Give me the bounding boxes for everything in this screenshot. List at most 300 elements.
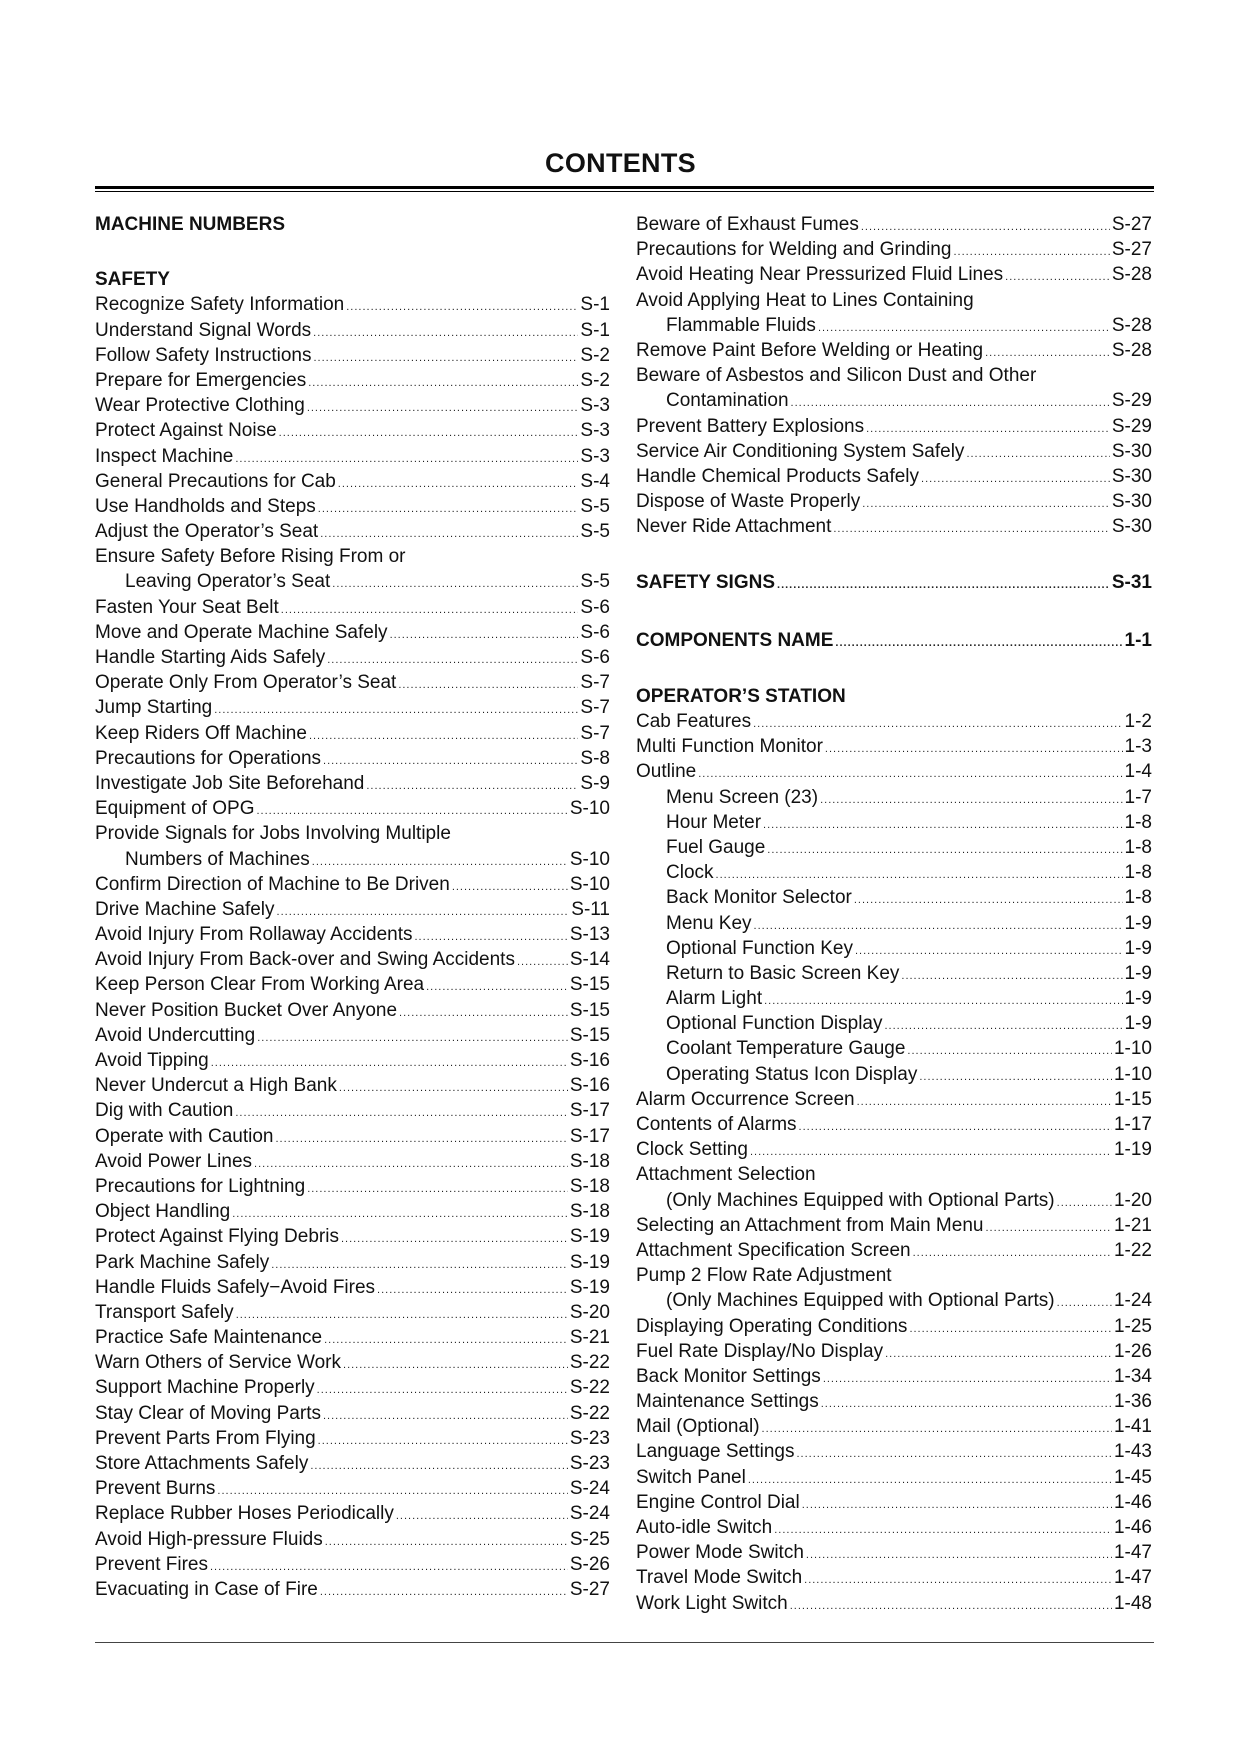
- toc-entry-page: 1-47: [1113, 1567, 1152, 1589]
- toc-entry-page: 1-9: [1124, 988, 1152, 1010]
- toc-entry[interactable]: [95, 922, 610, 947]
- toc-entry[interactable]: [95, 771, 610, 796]
- toc-entry-title: Equipment of OPG: [95, 798, 255, 820]
- toc-entry-title: Pump 2 Flow Rate Adjustment: [636, 1265, 892, 1287]
- toc-entry-page: 1-8: [1124, 887, 1152, 909]
- toc-entry-page: S-27: [1111, 239, 1152, 261]
- toc-entry-page: S-14: [569, 949, 610, 971]
- toc-entry-title: Beware of Exhaust Fumes: [636, 214, 859, 235]
- toc-entry[interactable]: [636, 1087, 1152, 1112]
- toc-entry-title: Alarm Light: [666, 988, 763, 1010]
- toc-entry-page: S-24: [569, 1503, 610, 1525]
- toc-entry-page: S-30: [1111, 516, 1152, 538]
- toc-entry[interactable]: [636, 709, 1152, 734]
- toc-entry[interactable]: [636, 1263, 1152, 1288]
- toc-entry-title: Use Handholds and Steps: [95, 495, 316, 517]
- toc-entry-title: Keep Riders Off Machine: [95, 722, 307, 744]
- toc-entry[interactable]: [636, 262, 1152, 287]
- toc-entry-title: Handle Fluids Safely−Avoid Fires: [95, 1276, 376, 1298]
- toc-entry-title: Maintenance Settings: [636, 1391, 819, 1413]
- toc-entry-title: Keep Person Clear From Working Area: [95, 974, 425, 996]
- toc-entry-page: S-19: [569, 1251, 610, 1273]
- toc-entry-title: Handle Starting Aids Safely: [95, 647, 326, 668]
- toc-entry-title: Inspect Machine: [95, 445, 234, 467]
- toc-entry-title: Multi Function Monitor: [636, 736, 823, 758]
- toc-entry-page: S-7: [580, 722, 610, 744]
- toc-entry-page: 1-21: [1113, 1214, 1152, 1236]
- toc-entry-title: Operate with Caution: [95, 1125, 274, 1147]
- toc-entry-page: S-28: [1111, 339, 1152, 361]
- toc-entry[interactable]: [95, 1149, 610, 1174]
- toc-entry-title: Avoid Undercutting: [95, 1024, 256, 1046]
- toc-entry-page: S-3: [580, 445, 610, 467]
- toc-entry-title: Fuel Gauge: [666, 836, 766, 858]
- toc-entry[interactable]: [636, 1565, 1152, 1590]
- toc-entry[interactable]: [636, 1238, 1152, 1263]
- toc-entry-page: S-15: [569, 974, 610, 996]
- toc-entry[interactable]: [95, 620, 610, 645]
- toc-entry[interactable]: [95, 1300, 610, 1325]
- toc-entry-title: Attachment Specification Screen: [636, 1239, 911, 1261]
- toc-entry-title: Never Ride Attachment: [636, 516, 832, 538]
- toc-entry-page: S-5: [580, 495, 610, 517]
- toc-entry[interactable]: [95, 1325, 610, 1350]
- toc-entry-page: 1-48: [1113, 1592, 1152, 1614]
- toc-entry-page: S-13: [569, 924, 610, 946]
- toc-entry[interactable]: [95, 1275, 610, 1300]
- toc-entry[interactable]: [95, 972, 610, 997]
- toc-entry-title: Prevent Battery Explosions: [636, 415, 865, 437]
- toc-entry-page: S-23: [569, 1453, 610, 1474]
- dot-leader: [320, 1580, 568, 1605]
- toc-entry[interactable]: [636, 1213, 1152, 1238]
- toc-entry-title: General Precautions for Cab: [95, 470, 336, 492]
- toc-entry-title: Replace Rubber Hoses Periodically: [95, 1503, 394, 1525]
- toc-entry-title: (Only Machines Equipped with Optional Parts): [666, 1189, 1055, 1211]
- operators-station-entry-list: [636, 709, 1152, 1616]
- toc-entry-title: Operate Only From Operator’s Seat: [95, 672, 397, 694]
- toc-entry-page: S-17: [569, 1125, 610, 1147]
- toc-entry[interactable]: [636, 464, 1152, 489]
- toc-entry-title: Leaving Operator’s Seat: [125, 571, 331, 593]
- toc-entry-title: Menu Screen (23): [666, 786, 819, 808]
- toc-entry-page: S-18: [569, 1175, 610, 1197]
- toc-entry-title: Avoid Tipping: [95, 1050, 209, 1071]
- toc-entry-page: S-11: [571, 898, 610, 920]
- toc-entry-page: 1-7: [1124, 786, 1152, 808]
- toc-entry[interactable]: [95, 595, 610, 620]
- section-heading-machine-numbers[interactable]: MACHINE NUMBERS: [95, 214, 285, 235]
- toc-entry[interactable]: [636, 388, 1152, 413]
- toc-entry-page: S-9: [580, 772, 610, 794]
- toc-entry-page: S-19: [569, 1276, 610, 1298]
- toc-entry-page: S-15: [569, 999, 610, 1021]
- toc-entry-page: S-7: [580, 697, 610, 719]
- toc-entry-page: S-5: [580, 571, 610, 593]
- toc-entry-title: Travel Mode Switch: [636, 1567, 803, 1589]
- toc-entry-page: S-15: [569, 1024, 610, 1046]
- toc-entry[interactable]: [636, 936, 1152, 961]
- toc-entry[interactable]: [95, 1174, 610, 1199]
- toc-entry-page: S-27: [1111, 214, 1152, 235]
- toc-entry-page: 1-47: [1113, 1542, 1152, 1564]
- title-rule: [95, 186, 1154, 189]
- toc-entry-page: 1-36: [1113, 1391, 1152, 1413]
- toc-entry[interactable]: [95, 418, 610, 443]
- toc-entry[interactable]: [95, 721, 610, 746]
- toc-entry[interactable]: [636, 1112, 1152, 1137]
- toc-entry-title: Precautions for Welding and Grinding: [636, 239, 952, 261]
- toc-entry-page: 1-9: [1124, 1013, 1152, 1035]
- title-rule-thin: [95, 191, 1154, 192]
- toc-entry[interactable]: [636, 313, 1152, 338]
- toc-entry[interactable]: [636, 1414, 1152, 1439]
- toc-entry-page: S-4: [580, 470, 610, 492]
- footer-rule: [95, 1642, 1154, 1643]
- toc-entry-title: Precautions for Operations: [95, 747, 322, 769]
- toc-entry-title: Cab Features: [636, 711, 752, 732]
- toc-entry-page: S-2: [580, 344, 610, 366]
- toc-entry[interactable]: [95, 318, 610, 343]
- toc-entry[interactable]: [95, 444, 610, 469]
- toc-entry-page: 1-41: [1113, 1416, 1152, 1438]
- toc-entry[interactable]: [636, 734, 1152, 759]
- toc-entry-title: Language Settings: [636, 1441, 795, 1463]
- toc-entry[interactable]: [95, 1199, 610, 1224]
- toc-entry[interactable]: [636, 1288, 1152, 1313]
- toc-entry-page: S-30: [1111, 491, 1152, 513]
- toc-entry[interactable]: [95, 1048, 610, 1073]
- toc-entry-page: 1-3: [1124, 736, 1152, 758]
- toc-entry-title: Evacuating in Case of Fire: [95, 1578, 318, 1600]
- toc-entry[interactable]: [95, 1250, 610, 1275]
- toc-entry[interactable]: [95, 645, 610, 670]
- toc-entry-page: 1-34: [1113, 1365, 1152, 1387]
- toc-entry[interactable]: [636, 288, 1152, 313]
- toc-entry[interactable]: [636, 1515, 1152, 1540]
- toc-entry-page: 1-9: [1124, 912, 1152, 934]
- toc-entry[interactable]: [636, 237, 1152, 262]
- toc-entry-title: Return to Basic Screen Key: [666, 962, 900, 984]
- toc-entry[interactable]: [95, 998, 610, 1023]
- toc-entry-page: S-28: [1111, 314, 1152, 336]
- dot-leader: [790, 1594, 1112, 1619]
- toc-entry[interactable]: [95, 746, 610, 771]
- toc-entry-components-name[interactable]: COMPONENTS NAME ..... 1-1: [636, 628, 1152, 653]
- toc-entry-page: S-16: [569, 1075, 610, 1097]
- toc-entry-page: S-22: [569, 1352, 610, 1374]
- toc-entry-page: S-8: [580, 747, 610, 769]
- toc-entry[interactable]: [636, 961, 1152, 986]
- toc-entry-page: 1-20: [1113, 1189, 1152, 1211]
- toc-entry-title: Outline: [636, 761, 697, 783]
- page-title: CONTENTS: [545, 148, 696, 178]
- toc-entry-title: Switch Panel: [636, 1466, 746, 1488]
- toc-entry[interactable]: [95, 897, 610, 922]
- toc-entry-page: 1-9: [1124, 962, 1152, 984]
- toc-entry-page: 1-46: [1113, 1517, 1152, 1538]
- toc-entry-page: S-6: [580, 647, 610, 668]
- toc-entry-title: Auto-idle Switch: [636, 1517, 773, 1538]
- toc-entry-title: Never Undercut a High Bank: [95, 1075, 337, 1097]
- toc-entry[interactable]: [636, 1036, 1152, 1061]
- toc-entry-title: Store Attachments Safely: [95, 1453, 309, 1474]
- toc-entry-title: Avoid Power Lines: [95, 1150, 253, 1172]
- toc-entry[interactable]: [636, 1188, 1152, 1213]
- toc-entry[interactable]: [636, 1439, 1152, 1464]
- toc-entry-page: S-5: [580, 521, 610, 543]
- toc-entry[interactable]: [95, 1451, 610, 1476]
- toc-entry-title: Prevent Fires: [95, 1553, 208, 1575]
- toc-entry-title: Protect Against Flying Debris: [95, 1226, 339, 1248]
- toc-entry-page: S-10: [569, 798, 610, 820]
- toc-entry-title: Dig with Caution: [95, 1100, 234, 1122]
- toc-entry-page: 1-10: [1113, 1038, 1152, 1060]
- toc-entry-title: Protect Against Noise: [95, 420, 277, 442]
- toc-entry-page: 1-24: [1113, 1290, 1152, 1312]
- toc-entry[interactable]: [636, 439, 1152, 464]
- toc-entry-page: S-3: [580, 420, 610, 442]
- toc-entry[interactable]: [95, 469, 610, 494]
- toc-entry[interactable]: [95, 796, 610, 821]
- contents-left-column: [95, 212, 610, 1602]
- toc-entry[interactable]: [636, 363, 1152, 388]
- toc-entry-title: Coolant Temperature Gauge: [666, 1038, 906, 1060]
- toc-entry-page: S-28: [1111, 264, 1152, 286]
- toc-entry[interactable]: [95, 544, 610, 569]
- toc-entry-title: Optional Function Key: [666, 937, 853, 959]
- toc-entry-page: 1-22: [1113, 1239, 1152, 1261]
- toc-entry[interactable]: [636, 1162, 1152, 1187]
- toc-entry-title: Never Position Bucket Over Anyone: [95, 999, 398, 1021]
- toc-entry-title: Provide Signals for Jobs Involving Multiple: [95, 823, 451, 845]
- toc-entry-title: Service Air Conditioning System Safely: [636, 440, 965, 462]
- toc-entry-page: S-26: [569, 1553, 610, 1575]
- toc-entry-title: Support Machine Properly: [95, 1377, 315, 1399]
- toc-entry-title: Confirm Direction of Machine to Be Driven: [95, 873, 450, 895]
- toc-entry[interactable]: [95, 368, 610, 393]
- toc-entry-title: Clock Setting: [636, 1139, 748, 1161]
- toc-entry-page: 1-19: [1113, 1139, 1152, 1161]
- toc-entry-title: Follow Safety Instructions: [95, 344, 312, 366]
- toc-entry-title: Fuel Rate Display/No Display: [636, 1340, 884, 1362]
- section-heading-safety[interactable]: SAFETY: [95, 269, 170, 291]
- toc-entry-title: (Only Machines Equipped with Optional Parts): [666, 1290, 1055, 1312]
- toc-entry-title: Ensure Safety Before Rising From or: [95, 546, 406, 568]
- toc-entry-page: S-18: [569, 1201, 610, 1223]
- toc-entry-page: S-1: [580, 294, 610, 316]
- toc-entry-title: Mail (Optional): [636, 1416, 760, 1438]
- toc-entry-page: S-10: [569, 848, 610, 870]
- toc-entry[interactable]: [95, 1426, 610, 1451]
- toc-entry[interactable]: [95, 519, 610, 544]
- toc-entry[interactable]: [95, 1098, 610, 1123]
- toc-entry[interactable]: [95, 1073, 610, 1098]
- toc-entry-title: Prevent Parts From Flying: [95, 1427, 316, 1449]
- toc-entry[interactable]: [636, 885, 1152, 910]
- toc-entry[interactable]: [95, 1023, 610, 1048]
- toc-entry-title: Precautions for Lightning: [95, 1175, 306, 1197]
- toc-entry[interactable]: [636, 835, 1152, 860]
- dot-leader: [833, 517, 1109, 542]
- toc-entry-title: Back Monitor Settings: [636, 1365, 821, 1387]
- toc-entry-page: S-16: [569, 1050, 610, 1071]
- toc-entry[interactable]: [95, 343, 610, 368]
- toc-entry[interactable]: [636, 759, 1152, 784]
- toc-entry-title: Avoid Applying Heat to Lines Containing: [636, 289, 974, 311]
- toc-entry[interactable]: [95, 569, 610, 594]
- toc-entry-page: S-22: [569, 1402, 610, 1424]
- toc-entry-title: Selecting an Attachment from Main Menu: [636, 1214, 984, 1236]
- toc-entry[interactable]: [636, 1137, 1152, 1162]
- toc-entry[interactable]: [636, 911, 1152, 936]
- toc-entry-page: 1-2: [1124, 711, 1152, 732]
- toc-entry[interactable]: [95, 947, 610, 972]
- toc-entry-page: 1-17: [1113, 1114, 1152, 1135]
- toc-entry[interactable]: [95, 1401, 610, 1426]
- toc-entry[interactable]: [636, 860, 1152, 885]
- toc-entry-page: 1-43: [1113, 1441, 1152, 1463]
- toc-entry-title: Displaying Operating Conditions: [636, 1315, 908, 1337]
- toc-entry[interactable]: [95, 821, 610, 846]
- toc-entry[interactable]: [636, 1011, 1152, 1036]
- toc-entry-title: Numbers of Machines: [125, 848, 310, 870]
- toc-entry-title: Remove Paint Before Welding or Heating: [636, 339, 984, 361]
- toc-entry[interactable]: [95, 1224, 610, 1249]
- toc-entry[interactable]: [636, 414, 1152, 439]
- toc-entry-title: Wear Protective Clothing: [95, 395, 305, 417]
- toc-entry-title: Attachment Selection: [636, 1164, 816, 1186]
- toc-entry-safety-signs[interactable]: SAFETY SIGNS ..... S-31: [636, 570, 1152, 595]
- toc-entry[interactable]: [636, 1389, 1152, 1414]
- toc-entry-page: S-17: [569, 1100, 610, 1122]
- toc-entry-title: Clock: [666, 862, 714, 884]
- toc-entry-title: Beware of Asbestos and Silicon Dust and Other: [636, 365, 1037, 387]
- toc-entry[interactable]: [95, 1527, 610, 1552]
- toc-entry[interactable]: [95, 393, 610, 418]
- toc-entry[interactable]: [636, 1339, 1152, 1364]
- toc-entry[interactable]: [95, 1501, 610, 1526]
- toc-entry-page: S-18: [569, 1150, 610, 1172]
- toc-entry-title: Contamination: [666, 390, 789, 412]
- toc-entry[interactable]: [636, 1465, 1152, 1490]
- toc-entry-page: 1-26: [1113, 1340, 1152, 1362]
- toc-entry-page: 1-45: [1113, 1466, 1152, 1488]
- toc-entry[interactable]: [95, 695, 610, 720]
- toc-entry[interactable]: [95, 1552, 610, 1577]
- toc-entry-title: Park Machine Safely: [95, 1251, 270, 1273]
- contents-right-column: [636, 212, 1152, 1616]
- toc-entry-title: Move and Operate Machine Safely: [95, 621, 388, 643]
- toc-entry[interactable]: [636, 1062, 1152, 1087]
- toc-entry[interactable]: [636, 212, 1152, 237]
- toc-entry-title: Prepare for Emergencies: [95, 369, 307, 391]
- toc-entry-title: Contents of Alarms: [636, 1114, 797, 1135]
- toc-entry-page: S-29: [1111, 390, 1152, 412]
- toc-entry-title: Recognize Safety Information: [95, 294, 345, 316]
- toc-entry-page: S-3: [580, 395, 610, 417]
- toc-entry-page: 1-9: [1124, 937, 1152, 959]
- toc-entry-page: S-10: [569, 873, 610, 895]
- toc-entry[interactable]: [95, 872, 610, 897]
- toc-entry-page: S-22: [569, 1377, 610, 1399]
- toc-entry[interactable]: [636, 1364, 1152, 1389]
- toc-entry-page: 1-15: [1113, 1088, 1152, 1110]
- toc-entry-page: 1-8: [1124, 836, 1152, 858]
- toc-entry[interactable]: [636, 785, 1152, 810]
- toc-entry[interactable]: [95, 1350, 610, 1375]
- toc-entry-title: Menu Key: [666, 912, 752, 934]
- toc-entry-page: S-24: [569, 1478, 610, 1500]
- toc-entry-title: Avoid Injury From Back-over and Swing Accidents: [95, 949, 515, 971]
- toc-entry[interactable]: [636, 514, 1152, 539]
- section-heading-operators-station[interactable]: OPERATOR’S STATION: [636, 685, 846, 707]
- toc-entry-page: S-21: [569, 1327, 610, 1349]
- toc-entry-title: Work Light Switch: [636, 1592, 788, 1614]
- toc-entry-title: Transport Safely: [95, 1301, 234, 1323]
- toc-entry-title: Avoid Heating Near Pressurized Fluid Lines: [636, 264, 1004, 286]
- toc-entry-page: S-2: [580, 369, 610, 391]
- toc-entry[interactable]: [95, 292, 610, 317]
- toc-entry[interactable]: [636, 810, 1152, 835]
- toc-entry[interactable]: [636, 1591, 1152, 1616]
- toc-entry-page: S-20: [569, 1301, 610, 1323]
- toc-entry[interactable]: [636, 489, 1152, 514]
- toc-entry-page: 1-10: [1113, 1063, 1152, 1085]
- toc-entry-page: S-30: [1111, 465, 1152, 487]
- toc-entry-title: Handle Chemical Products Safely: [636, 465, 920, 487]
- toc-entry[interactable]: [95, 670, 610, 695]
- toc-entry[interactable]: [636, 986, 1152, 1011]
- toc-entry-page: 1-8: [1124, 811, 1152, 833]
- toc-entry-page: S-6: [580, 621, 610, 643]
- toc-entry[interactable]: [636, 1490, 1152, 1515]
- toc-entry-title: Avoid High-pressure Fluids: [95, 1528, 323, 1550]
- toc-entry[interactable]: [95, 1124, 610, 1149]
- toc-entry-title: Stay Clear of Moving Parts: [95, 1402, 321, 1424]
- toc-entry-title: Back Monitor Selector: [666, 887, 852, 909]
- toc-entry-title: Object Handling: [95, 1201, 231, 1223]
- toc-entry-title: Operating Status Icon Display: [666, 1063, 918, 1085]
- toc-entry-page: 1-8: [1124, 862, 1152, 884]
- toc-entry[interactable]: [95, 1577, 610, 1602]
- toc-entry-title: Hour Meter: [666, 811, 762, 833]
- safety-entry-list: [95, 292, 610, 1602]
- toc-entry[interactable]: [95, 494, 610, 519]
- toc-entry[interactable]: [95, 1375, 610, 1400]
- toc-entry-page: 1-25: [1113, 1315, 1152, 1337]
- toc-entry[interactable]: [636, 1314, 1152, 1339]
- toc-entry-title: Power Mode Switch: [636, 1542, 804, 1564]
- toc-entry-title: Understand Signal Words: [95, 319, 312, 341]
- toc-entry-title: Jump Starting: [95, 697, 213, 719]
- toc-entry-title: Engine Control Dial: [636, 1491, 800, 1513]
- toc-entry-title: Drive Machine Safely: [95, 898, 275, 920]
- toc-entry-page: S-6: [580, 596, 610, 618]
- toc-entry-page: S-7: [580, 672, 610, 694]
- toc-entry[interactable]: [95, 1476, 610, 1501]
- toc-entry-title: Fasten Your Seat Belt: [95, 596, 279, 618]
- toc-entry-title: Optional Function Display: [666, 1013, 883, 1035]
- toc-entry[interactable]: [636, 338, 1152, 363]
- toc-entry-title: Prevent Burns: [95, 1478, 216, 1500]
- toc-entry-title: Flammable Fluids: [666, 314, 816, 336]
- toc-entry[interactable]: [636, 1540, 1152, 1565]
- toc-entry-page: S-19: [569, 1226, 610, 1248]
- toc-entry[interactable]: [95, 847, 610, 872]
- toc-entry-title: Dispose of Waste Properly: [636, 491, 861, 513]
- toc-entry-page: S-25: [569, 1528, 610, 1550]
